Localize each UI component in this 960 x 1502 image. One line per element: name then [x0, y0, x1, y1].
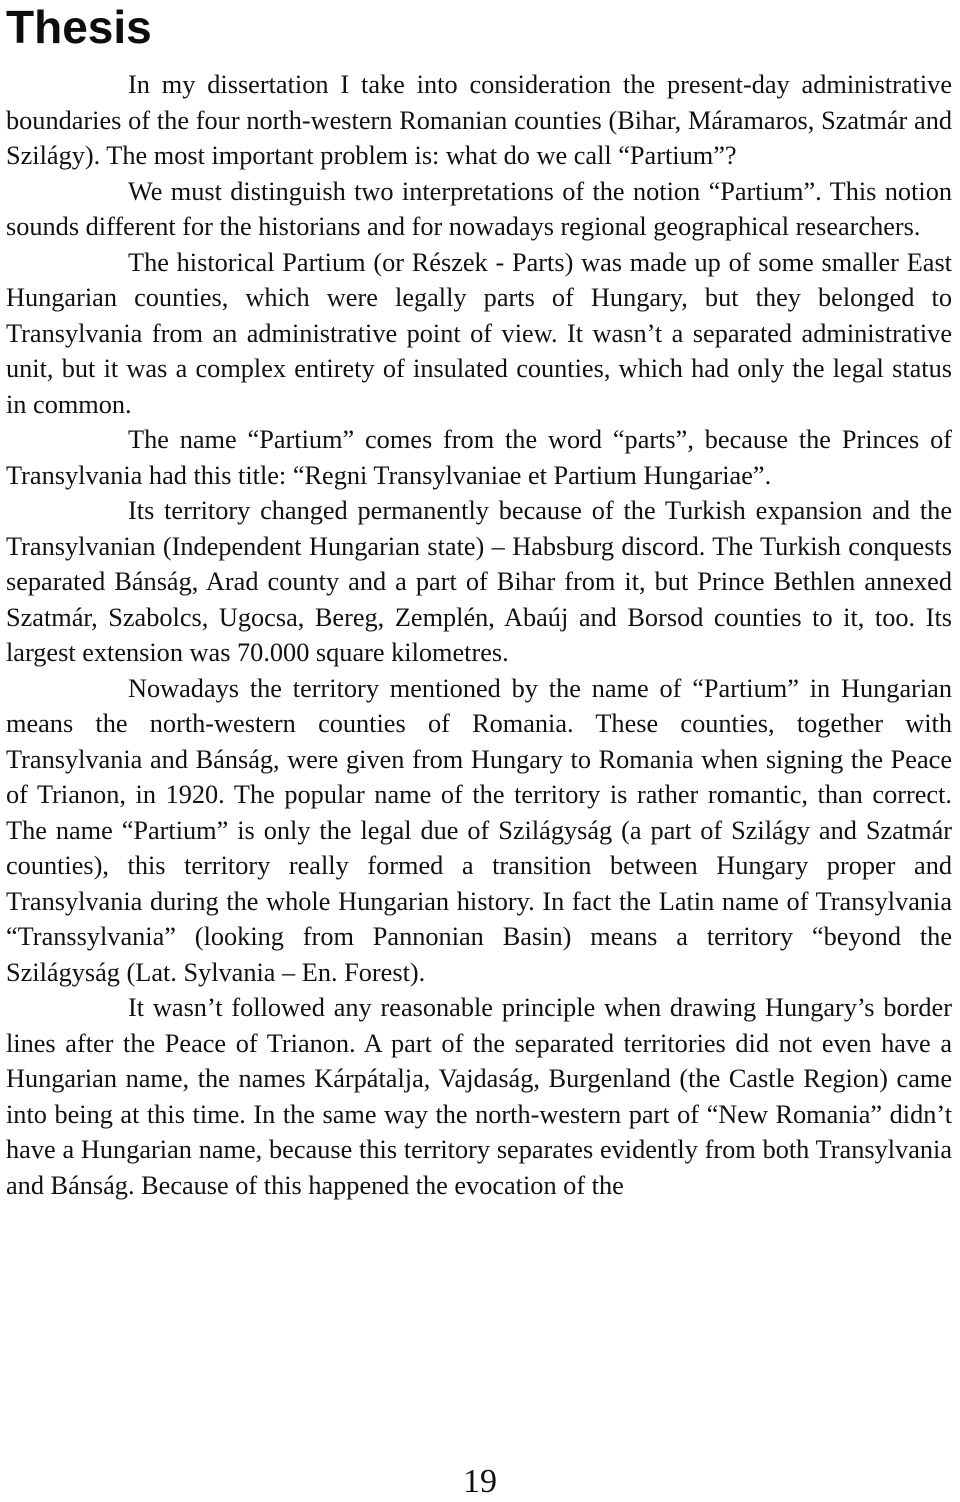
page-number: 19: [463, 1463, 497, 1500]
paragraph: The historical Partium (or Részek - Parts) was made up of some smaller East Hungarian counties, which were legally parts of Hungary, but they belonged to Transylvania from an administrative point of view. It wasn’t a separated administrative unit, but it was a complex entirety of insulated counties, which had only the legal status in common.: [6, 247, 952, 419]
body-text: [6, 67, 952, 1203]
page-title: Thesis: [6, 1, 152, 53]
paragraph: Its territory changed permanently because of the Turkish expansion and the Transylvanian (Independent Hungarian state) – Habsburg discord. The Turkish conquests separated Bánság, Arad county and a part of Bihar from it, but Prince Bethlen annexed Szatmár, Szabolcs, Ugocsa, Bereg, Zemplén, Abaúj and Borsod counties to it, too. Its largest extension was 70.000 square kilometres.: [6, 496, 952, 667]
paragraph: We must distinguish two interpretations of the notion “Partium”. This notion sounds different for the historians and for nowadays regional geographical researchers.: [6, 176, 952, 241]
paragraph: The name “Partium” comes from the word “parts”, because the Princes of Transylvania had this title: “Regni Transylvaniae et Partium Hungariae”.: [6, 425, 952, 490]
paragraph: Nowadays the territory mentioned by the name of “Partium” in Hungarian means the north-western counties of Romania. These counties, together with Transylvania and Bánság, were given from Hungary to Romania when signing the Peace of Trianon, in 1920. The popular name of the territory is rather romantic, than correct. The name “Partium” is only the legal due of Szilágyság (a part of Szilágy and Szatmár counties), this territory really formed a transition between Hungary proper and Transylvania during the whole Hungarian history. In fact the Latin name of Transylvania “Transsylvania” (looking from Pannonian Basin) means a territory “beyond the Szilágyság (Lat. Sylvania – En. Forest).: [6, 673, 952, 987]
paragraph: In my dissertation I take into consideration the present-day administrative boundaries of the four north-western Romanian counties (Bihar, Máramaros, Szatmár and Szilágy). The most important problem is: what do we call “Partium”?: [6, 70, 952, 170]
paragraph: It wasn’t followed any reasonable principle when drawing Hungary’s border lines after the Peace of Trianon. A part of the separated territories did not even have a Hungarian name, the names Kárpátalja, Vajdaság, Burgenland (the Castle Region) came into being at this time. In the same way the north-western part of “New Romania” didn’t have a Hungarian name, because this territory separates evidently from both Transylvania and Bánság. Because of this happened the evocation of the: [6, 993, 952, 1200]
